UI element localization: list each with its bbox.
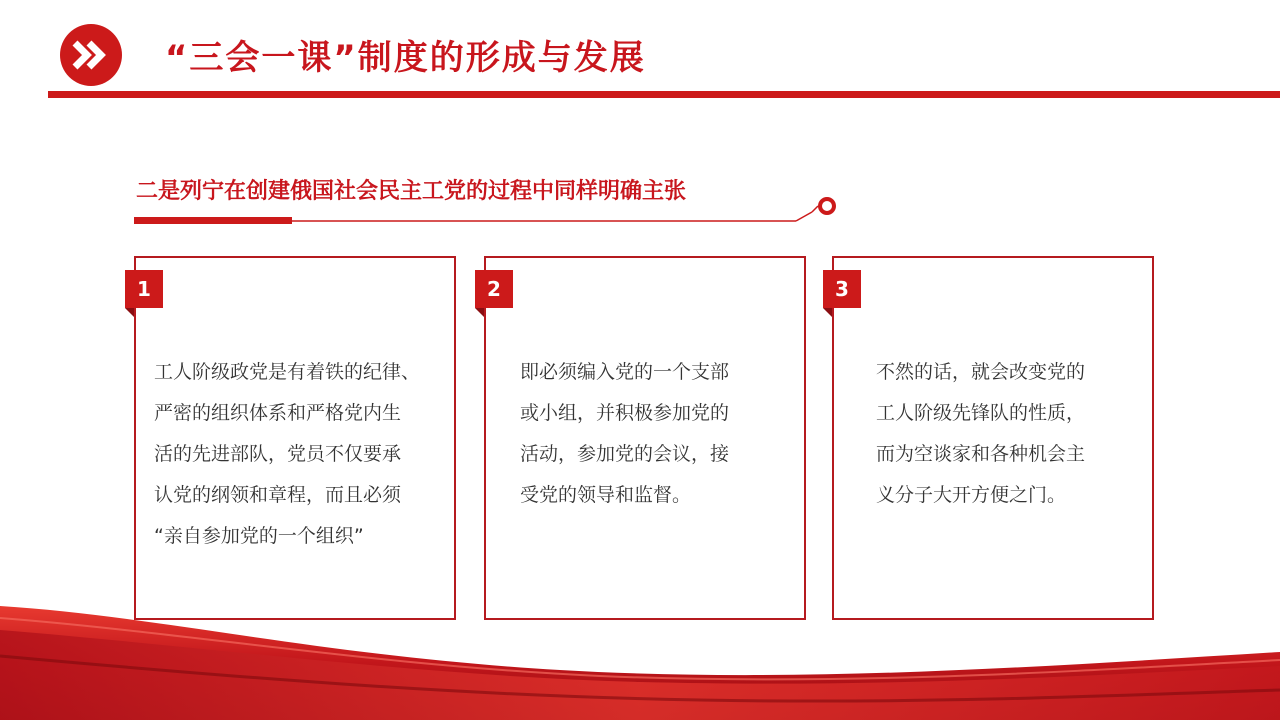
card-2 [484,256,806,620]
card-number-badge: 3 [823,270,861,308]
page-title: “三会一课”制度的形成与发展 [165,38,646,78]
red-ribbon-decoration [0,596,1280,720]
card-number-badge: 2 [475,270,513,308]
card-text: 工人阶级政党是有着铁的纪律、 严密的组织体系和严格党内生 活的先进部队，党员不仅要承 认党的纲领和章程，而且必须 “亲自参加党的一个组织” [154,361,421,547]
card-1 [134,256,456,620]
subtitle: 二是列宁在创建俄国社会民主工党的过程中同样明确主张 [136,179,687,204]
card-text: 即必须编入党的一个支部 或小组，并积极参加党的 活动，参加党的会议，接 受党的领导和监督。 [520,361,730,506]
double-chevron-right-icon [60,24,122,86]
card-number-badge: 1 [125,270,163,308]
card-3 [832,256,1154,620]
card-text: 不然的话，就会改变党的 工人阶级先锋队的性质， 而为空谈家和各种机会主 义分子大开方便之门。 [876,361,1086,506]
header-divider [48,91,1280,98]
